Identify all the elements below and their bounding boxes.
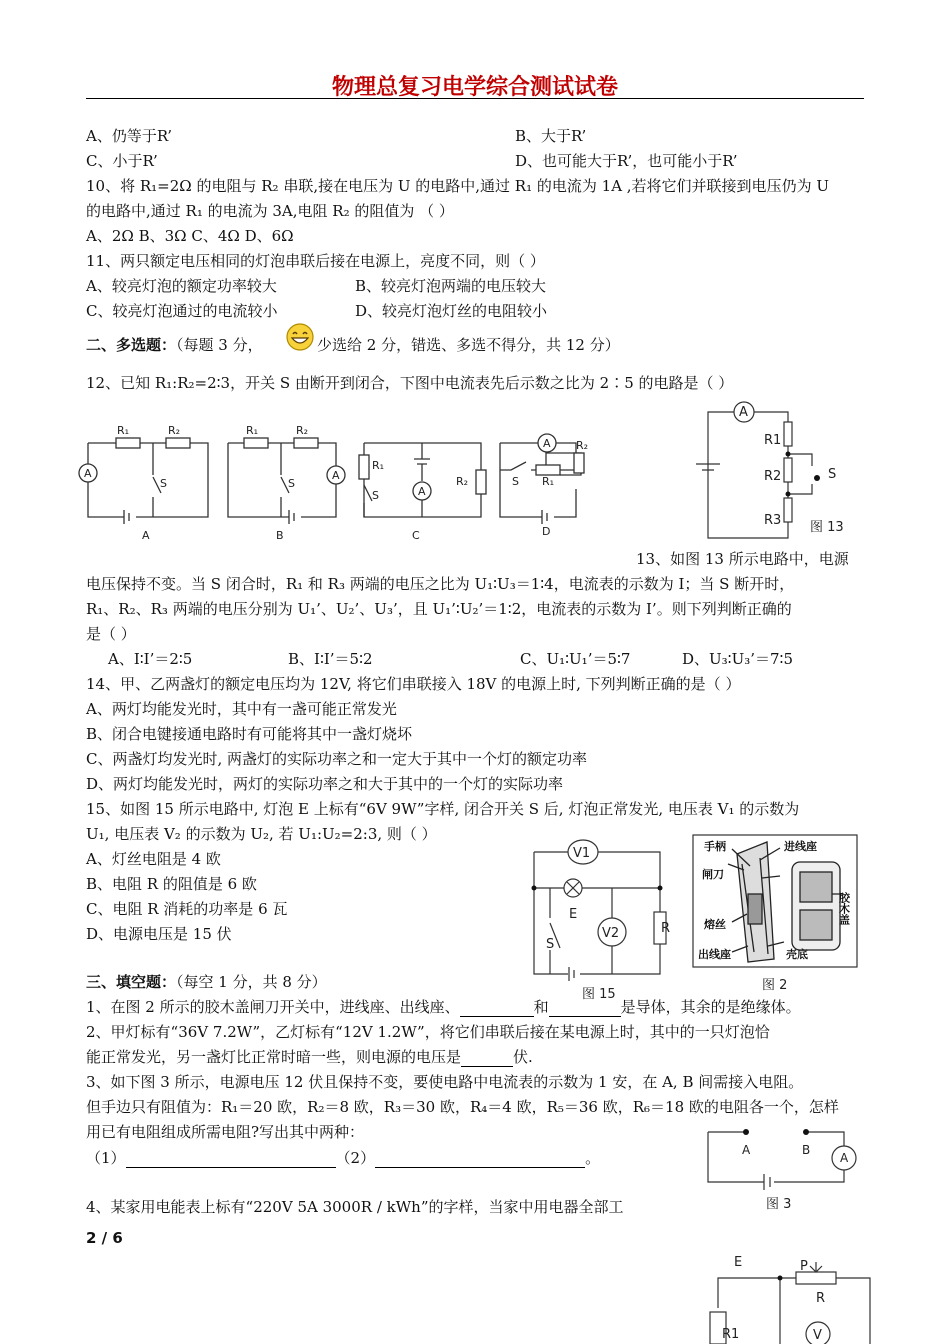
fig13-r2: R2 bbox=[764, 469, 782, 484]
bottom-circuit bbox=[700, 1248, 880, 1344]
section2-note2: 少选给 2 分，错选、多选不得分，共 12 分） bbox=[317, 336, 620, 354]
bottom-label-e: E bbox=[734, 1255, 743, 1270]
fill2-blank[interactable] bbox=[461, 1048, 513, 1067]
q12-label-s-c: S bbox=[372, 489, 379, 502]
bottom-label-p: P bbox=[800, 1259, 808, 1274]
fig13-r1: R1 bbox=[764, 433, 782, 448]
fill3-blank-2[interactable] bbox=[375, 1149, 585, 1168]
q13-option-c: C、U₁∶U₁’＝5∶7 bbox=[520, 650, 631, 668]
title-rule bbox=[86, 98, 864, 99]
fill2-part-a: 能正常发光，另一盏灯比正常时暗一些，则电源的电压是 bbox=[86, 1048, 462, 1066]
q12-meter-d: A bbox=[543, 437, 551, 450]
fill1-part-b: 和 bbox=[533, 998, 549, 1016]
fill3-answers bbox=[86, 1148, 600, 1168]
q12-stem: 12、已知 R₁:R₂=2∶3，开关 S 由断开到闭合，下图中电流表先后示数之比为 2∶5 的电路是（ ） bbox=[86, 374, 734, 392]
section2-header bbox=[86, 335, 263, 355]
fig2-knife-switch bbox=[692, 834, 858, 994]
q9-option-a: A、仍等于R’ bbox=[86, 127, 173, 145]
bottom-label-v: V bbox=[813, 1328, 822, 1343]
fig2-label-outlet: 出线座 bbox=[698, 948, 731, 961]
fig3-label-a: A bbox=[742, 1143, 751, 1157]
q11-stem: 11、两只额定电压相同的灯泡串联后接在电源上，亮度不同，则（ ） bbox=[86, 252, 545, 270]
fill3-line2: 但手边只有阻值为：R₁＝20 欧，R₂＝8 欧，R₃＝30 欧，R₄＝4 欧，R₅＝36 欧，R₆＝18 欧的电阻各一个，怎样 bbox=[86, 1098, 839, 1116]
q12-circuits bbox=[76, 415, 596, 545]
section3-heading: 三、填空题： bbox=[86, 973, 177, 991]
q13-line4: 是（ ） bbox=[86, 625, 136, 643]
fig3-label-b: B bbox=[802, 1143, 811, 1157]
q9-option-c: C、小于R’ bbox=[86, 152, 158, 170]
q12-meter-b: A bbox=[332, 469, 340, 482]
fig2-label-fuse: 熔丝 bbox=[704, 918, 726, 931]
fig15-circuit bbox=[520, 838, 670, 1003]
q12-label-r2-b: R₂ bbox=[296, 424, 309, 437]
q12-meter-a: A bbox=[84, 467, 92, 480]
q13-option-a: A、I∶I’＝2∶5 bbox=[108, 650, 193, 668]
section3-note: （每空 1 分，共 8 分） bbox=[176, 973, 327, 991]
q15-option-d: D、电源电压是 15 伏 bbox=[86, 925, 232, 943]
page-number: 2 / 6 bbox=[86, 1229, 123, 1247]
q13-line2: 电压保持不变。当 S 闭合时，R₁ 和 R₃ 两端的电压之比为 U₁∶U₃＝1∶4，电流表的示数为 I；当 S 断开时， bbox=[86, 575, 795, 593]
q12-label-r2-c: R₂ bbox=[456, 475, 469, 488]
fill1-part-a: 1、在图 2 所示的胶木盖闸刀开关中，进线座、出线座、 bbox=[86, 998, 460, 1016]
fig13-s: S bbox=[828, 467, 837, 482]
q12-caption-c: C bbox=[412, 529, 420, 542]
q13-option-d: D、U₃∶U₃’＝7∶5 bbox=[682, 650, 793, 668]
q11-option-b: B、较亮灯泡两端的电压较大 bbox=[355, 277, 547, 295]
section3-header bbox=[86, 972, 327, 992]
fig2-label-cover: 胶木盖 bbox=[837, 892, 851, 925]
fill2-line1: 2、甲灯标有“36V 7.2W”，乙灯标有“12V 1.2W”，将它们串联后接在某电源上时，其中的一只灯泡恰 bbox=[86, 1023, 770, 1041]
fig15-s: S bbox=[546, 937, 555, 952]
q12-caption-b: B bbox=[276, 529, 284, 542]
fig2-label-handle: 手柄 bbox=[704, 840, 726, 853]
fig15-r: R bbox=[660, 921, 670, 936]
q10-options: A、2Ω B、3Ω C、4Ω D、6Ω bbox=[86, 227, 294, 245]
fill1-blank-1[interactable] bbox=[460, 998, 534, 1017]
fill1 bbox=[86, 997, 801, 1017]
q10-line2: 的电路中,通过 R₁ 的电流为 3A,电阻 R₂ 的阻值为 （ ） bbox=[86, 202, 454, 220]
q15-option-a: A、灯丝电阻是 4 欧 bbox=[86, 850, 221, 868]
q9-option-b: B、大于R’ bbox=[515, 127, 587, 145]
fig15-e: E bbox=[569, 907, 578, 922]
smiley-icon bbox=[285, 322, 315, 352]
fig3-circuit bbox=[700, 1122, 870, 1217]
fig2-label-blade: 闸刀 bbox=[702, 868, 724, 881]
q12-label-r2-d: R₂ bbox=[576, 439, 589, 452]
q12-label-r1-d: R₁ bbox=[542, 475, 555, 488]
q14-option-d: D、两灯均能发光时，两灯的实际功率之和大于其中的一个灯的实际功率 bbox=[86, 775, 564, 793]
q9-option-d: D、也可能大于R’，也可能小于R’ bbox=[515, 152, 738, 170]
q12-meter-c: A bbox=[418, 485, 426, 498]
fill2-part-b: 伏. bbox=[513, 1048, 533, 1066]
fig13-caption: 图 13 bbox=[810, 520, 844, 535]
fill2-line2 bbox=[86, 1047, 533, 1067]
q12-caption-d: D bbox=[542, 525, 551, 538]
q12-label-r2-a: R₂ bbox=[168, 424, 181, 437]
fig2-label-base: 壳底 bbox=[786, 948, 808, 961]
fig2-label-inlet: 进线座 bbox=[784, 840, 817, 853]
fig2-caption: 图 2 bbox=[762, 978, 788, 993]
fill3-blank-1[interactable] bbox=[126, 1149, 336, 1168]
q10-line1: 10、将 R₁=2Ω 的电阻与 R₂ 串联,接在电压为 U 的电路中,通过 R₁ 的电流为 1A ,若将它们并联接到电压仍为 U bbox=[86, 177, 829, 195]
fig13-r3: R3 bbox=[764, 513, 782, 528]
fill3-line3: 用已有电阻组成所需电阻?写出其中两种： bbox=[86, 1123, 365, 1141]
fill3-line1: 3、如下图 3 所示，电源电压 12 伏且保持不变，要使电路中电流表的示数为 1 安，在 A, B 间需接入电阻。 bbox=[86, 1073, 804, 1091]
fig3-caption: 图 3 bbox=[766, 1197, 792, 1212]
q12-label-r1-b: R₁ bbox=[246, 424, 259, 437]
fig15-v1: V1 bbox=[573, 846, 591, 861]
q14-stem: 14、甲、乙两盏灯的额定电压均为 12V, 将它们串联接入 18V 的电源上时, 下列判断正确的是（ ） bbox=[86, 675, 741, 693]
q12-label-s-d: S bbox=[512, 475, 519, 488]
q12-label-s-a: S bbox=[160, 477, 167, 490]
fill3-p1: （1） bbox=[86, 1149, 126, 1167]
q14-option-c: C、两盏灯均发光时, 两盏灯的实际功率之和一定大于其中一个灯的额定功率 bbox=[86, 750, 588, 768]
q15-option-b: B、电阻 R 的阻值是 6 欧 bbox=[86, 875, 257, 893]
fig15-v2: V2 bbox=[602, 926, 620, 941]
q11-option-a: A、较亮灯泡的额定功率较大 bbox=[86, 277, 277, 295]
q13-line1: 13、如图 13 所示电路中，电源 bbox=[636, 550, 849, 568]
q14-option-b: B、闭合电键接通电路时有可能将其中一盏灯烧坏 bbox=[86, 725, 413, 743]
bottom-label-r: R bbox=[816, 1291, 826, 1306]
fill4-line1: 4、某家用电能表上标有“220V 5A 3000R / kWh”的字样，当家中用电器全部工 bbox=[86, 1198, 624, 1216]
fill3-end: 。 bbox=[585, 1149, 601, 1167]
page-title: 物理总复习电学综合测试试卷 bbox=[331, 75, 618, 100]
bottom-label-r1: R1 bbox=[722, 1327, 740, 1342]
q15-line2: U₁, 电压表 V₂ 的示数为 U₂, 若 U₁:U₂=2:3, 则（ ） bbox=[86, 825, 437, 843]
q11-option-d: D、较亮灯泡灯丝的电阻较小 bbox=[355, 302, 548, 320]
fig15-caption: 图 15 bbox=[582, 987, 616, 1002]
q12-label-r1-c: R₁ bbox=[372, 459, 385, 472]
q14-option-a: A、两灯均能发光时，其中有一盏可能正常发光 bbox=[86, 700, 397, 718]
fill1-blank-2[interactable] bbox=[549, 998, 621, 1017]
fig3-meter: A bbox=[840, 1151, 849, 1165]
q15-line1: 15、如图 15 所示电路中, 灯泡 E 上标有“6V 9W”字样, 闭合开关 S 后, 灯泡正常发光, 电压表 V₁ 的示数为 bbox=[86, 800, 800, 818]
q15-option-c: C、电阻 R 消耗的功率是 6 瓦 bbox=[86, 900, 288, 918]
fig13-circuit bbox=[680, 398, 860, 543]
q12-label-s-b: S bbox=[288, 477, 295, 490]
q13-option-b: B、I∶I’＝5∶2 bbox=[288, 650, 373, 668]
fill1-part-c: 是导体，其余的是绝缘体。 bbox=[620, 998, 801, 1016]
fill3-p2: （2） bbox=[335, 1149, 376, 1167]
q12-caption-a: A bbox=[142, 529, 150, 542]
q13-line3: R₁、R₂、R₃ 两端的电压分别为 U₁’、U₂’、U₃’，且 U₁’∶U₂’＝1∶2，电流表的示数为 I’。则下列判断正确的 bbox=[86, 600, 792, 618]
q12-label-r1-a: R₁ bbox=[117, 424, 130, 437]
q11-option-c: C、较亮灯泡通过的电流较小 bbox=[86, 302, 278, 320]
section2-note1: （每题 3 分， bbox=[176, 336, 263, 354]
fig13-meter-label: A bbox=[739, 405, 748, 420]
section2-heading: 二、多选题： bbox=[86, 336, 177, 354]
